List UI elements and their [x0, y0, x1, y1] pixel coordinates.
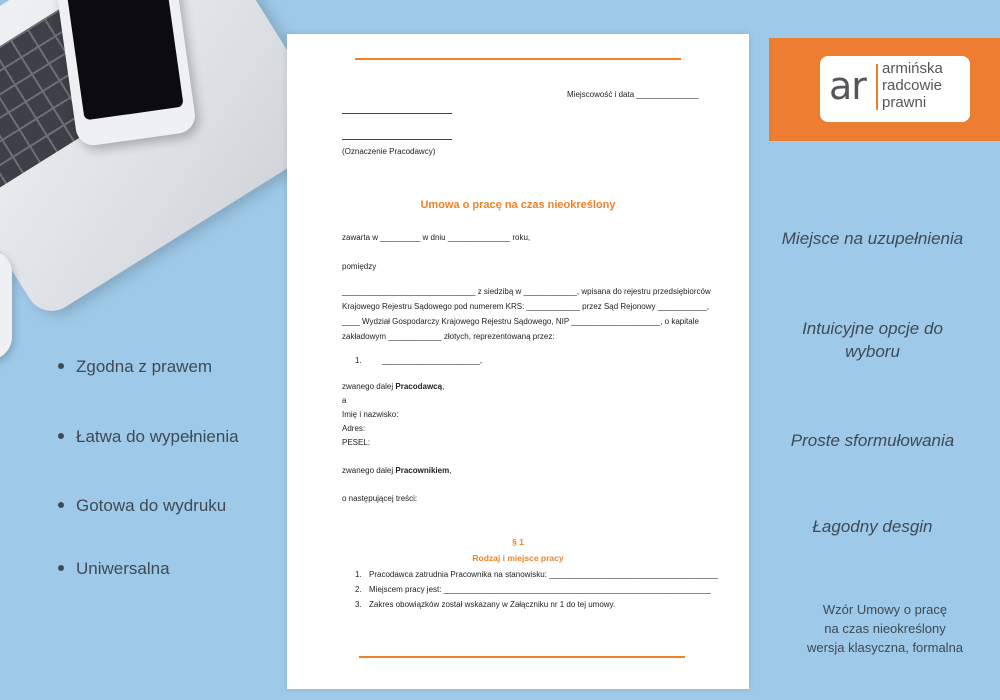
note-line-1: Wzór Umowy o pracę	[822, 602, 948, 617]
item-2-number: 2.	[355, 585, 362, 594]
feature-intuitive-options	[760, 317, 985, 363]
top-accent-line	[355, 58, 681, 60]
feature-simple-wording: Proste sformułowania	[790, 431, 955, 450]
called-employer-line: zwanego dalej Pracodawcą,	[342, 382, 445, 391]
employer-line-2	[342, 139, 452, 140]
section-number: § 1	[512, 537, 524, 547]
feature-intuitive-line-1: Intuicyjne opcje do	[802, 319, 943, 338]
bullet-print-ready-text: Gotowa do wydruku	[76, 496, 227, 515]
logo-line-3: prawni	[882, 94, 927, 111]
bullet-print-ready	[58, 496, 226, 516]
bullet-universal	[58, 559, 170, 579]
logo-divider	[876, 64, 878, 110]
item-3-text: Zakres obowiązków został wskazany w Załączniku nr 1 do tej umowy.	[369, 600, 616, 609]
employee-word: Pracownikiem	[395, 466, 450, 475]
bullet-easy-fill	[58, 427, 239, 447]
address-label: Adres:	[342, 424, 366, 433]
logo	[820, 56, 970, 122]
bullet-easy-fill-text: Łatwa do wypełnienia	[76, 427, 239, 446]
bullet-legal	[58, 357, 212, 377]
logo-wordmark	[882, 60, 943, 111]
representative-line: ______________________,	[382, 356, 483, 365]
logo-banner	[769, 38, 1000, 141]
bullet-dot-icon	[58, 363, 64, 369]
bullet-legal-text: Zgodna z prawem	[76, 357, 213, 376]
company-line-1: ______________________________ z siedzibą w ____________, wpisana do rejestru przedsiębiorców	[342, 287, 711, 296]
bullet-dot-icon	[58, 433, 64, 439]
company-line-3: ____ Wydział Gospodarczy Krajowego Rejestru Sądowego, NIP ____________________, o kapitale	[342, 317, 699, 326]
note-line-3: wersja klasyczna, formalna	[806, 640, 964, 655]
employer-word: Pracodawcą	[395, 382, 443, 391]
company-line-2: Krajowego Rejestru Sądowego pod numerem KRS: ____________ przez Sąd Rejonowy ___________,	[342, 302, 709, 311]
pesel-label: PESEL:	[342, 438, 371, 447]
called-employee-line: zwanego dalej Pracownikiem,	[342, 466, 452, 475]
place-date-field: Miejscowość i data ______________	[567, 90, 699, 99]
item-3-number: 3.	[355, 600, 362, 609]
employer-line-1	[342, 113, 452, 114]
feature-intuitive-line-2: wyboru	[845, 342, 900, 361]
item-1-text: Pracodawca zatrudnia Pracownika na stanowisku: ______________________________________	[369, 570, 719, 579]
bullet-dot-icon	[58, 502, 64, 508]
name-label: Imię i nazwisko:	[342, 410, 399, 419]
representative-number: 1.	[355, 356, 362, 365]
concluded-line: zawarta w _________ w dniu ______________ roku,	[342, 233, 531, 242]
document-title: Umowa o pracę na czas nieokreślony	[420, 199, 616, 211]
company-line-4: zakładowym ____________ złotych, reprezentowaną przez:	[342, 332, 555, 341]
bullet-universal-text: Uniwersalna	[76, 559, 170, 578]
note-line-2: na czas nieokreślony	[824, 621, 946, 636]
section-title: Rodzaj i miejsce pracy	[472, 553, 564, 563]
logo-line-2: radcowie	[882, 77, 943, 94]
called-prefix: zwanego dalej	[342, 466, 394, 475]
feature-gentle-design: Łagodny desgin	[812, 517, 933, 536]
phone-image	[55, 0, 197, 148]
feature-fill-in-spaces: Miejsce na uzupełnienia	[781, 229, 964, 248]
contract-document	[287, 34, 749, 689]
item-2-text: Miejscem pracy jest: ____________________________________________________________	[369, 585, 711, 594]
and-text: a	[342, 396, 347, 405]
logo-mark: ar	[829, 64, 866, 108]
bottom-accent-line	[359, 656, 685, 658]
called-prefix: zwanego dalej	[342, 382, 394, 391]
content-text: o następującej treści:	[342, 494, 418, 503]
item-1-number: 1.	[355, 570, 362, 579]
phone-screen	[66, 0, 184, 120]
employer-label: (Oznaczenie Pracodawcy)	[342, 147, 436, 156]
bullet-dot-icon	[58, 565, 64, 571]
template-note	[780, 600, 990, 657]
mouse-image	[0, 250, 12, 360]
between-text: pomiędzy	[342, 262, 377, 271]
logo-line-1: armińska	[882, 60, 943, 77]
